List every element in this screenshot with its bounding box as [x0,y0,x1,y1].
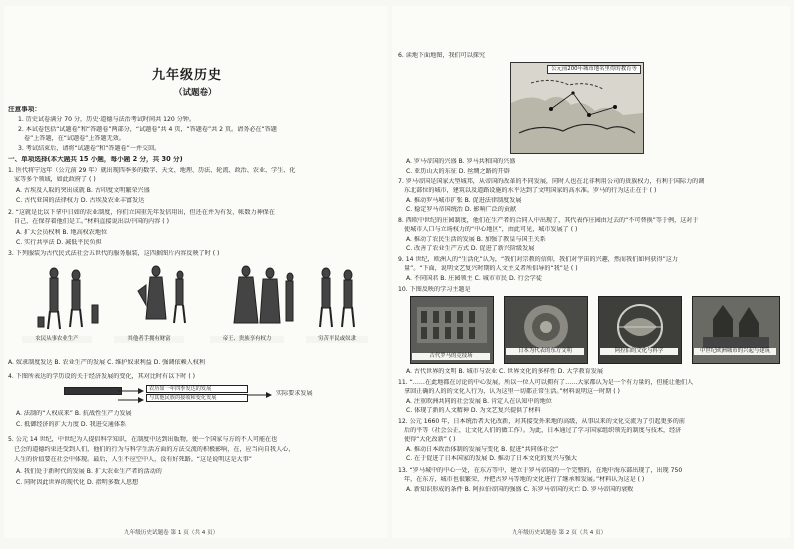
figure-caption: 帝王、贵族享有权力 [210,336,284,343]
figure-caption: 农民从事农业生产 [22,336,92,343]
option-line: A. 推动罗马城市扩张 B. 促进法律制度发展 [406,197,522,204]
diagram-result: 实际要求发展 [276,390,313,397]
question-line: 使城市人口与立场权力的“中心地区”，由此可见，城市发展了 ( ) [404,226,578,233]
option-line: A. 我们处于新时代的发展 B. 扩大农业生产者的活动的 [16,468,162,475]
option-line: A. 新知识形成的条件 B. 阿拉伯帝国的强盛 C. 东罗马帝国的灭亡 D. 罗马帝国的衰败 [406,486,634,493]
left-page [4,6,387,538]
question-line: 2. “这就是比以下拿中日如的农业制度，你们立国重先年发信用出，但还在并为有发，帐数力神保在 [8,209,275,216]
option-line: C. 体现了新的人文精神 D. 为文艺复兴提供了材料 [406,407,541,414]
page-footer: 九年级历史试题卷 第 1 页（共 4 页） [124,530,219,536]
section-heading: 一、单项选择(本大题共 15 小题，每小题 2 分，共 30 分) [8,156,183,163]
photo-caption: 日本为代表的东方文明 [506,348,584,355]
option-line: A. 不同国君 B. 庄园领主 C. 城市市民 D. 行会学徒 [406,275,542,282]
question-line: 东北部位的城市，建筑以及道路设施的水平达到了文明国家的高水准。罗马的行为这正在于 ( ) [404,187,657,194]
option-line: C. 古代亚国的法律权力 D. 古埃及农业丰富发达 [16,197,145,204]
question-line: 拿回正确的人的的文化人行为，认为这里一切都正常生活。”材料说明这一时期 ( ) [404,388,620,395]
figure-caption: 穷苦平民或奴隶 [306,336,368,343]
question-line: 3. 下列服装为古代民式法社会五世代的服务服装，这四据图片内容反映了时 ( ) [8,250,220,257]
question-line: 1. 医代将宁远年（公元前 29 年）就出现四季多的数字、天文、地理、历法、轮流、政治、农业、学生、化 [8,167,296,174]
photo-caption: 古代罗马的竞技场 [412,353,490,360]
option-line: A. 推动了农民生活的发展 B. 加强了教皇与国王关系 [406,236,546,243]
photo-caption: 中世纪欧洲城市的兴起与建筑 [694,348,776,355]
historical-map [510,62,644,154]
question-line: 年，在东方，城市也很繁荣，并把古罗马等地的文化进行了继承和发展。”材料认为这是 ( ) [404,476,645,483]
diagram-node: 与其他民族的接收和变化发展 [146,394,248,402]
note-line: 卷”上答题，在“试题卷”上答题无效。 [24,135,125,142]
question-line: 自己，在保存着他们是工。”材料直接说出以中国的内容 ( ) [14,218,169,225]
note-line: 1. 历史试卷满分 70 分，历史·道德与法治考试时间共 120 分钟。 [18,116,195,123]
option-line: A. 罗马帝国的兴盛 B. 罗马共和国的兴盛 [406,158,516,165]
question-line: 5. 公元 14 世纪，中世纪为人提倡科学知识，在制度中达到出版物，使一个国家与方的不人可能在也 [8,436,278,443]
question-line: 4. 下图所表达的学历设的关于经济发展的变化，其对比时有以下时 ( ) [8,373,196,380]
question-line: 9. 14 世纪，欧洲人的“生活化”认为，“我们对宗教的信仰，我们对宇宙的兴趣，然而我们如何获得”这力 [398,256,678,263]
option-line: C. 在于促进了日本国家的发展 D. 推动了日本文化的复兴与强大 [406,455,577,462]
option-line: C. 抵御经济的扩大力度 D. 我进交通体系 [16,421,127,428]
diagram-node: 农历如一年四季发达的发展 [146,385,248,393]
question-line: 后的平等（社会公正，让文化人们的做工作）。为此，日本通过了学习国家组织领先的制度与技术，经济 [404,427,682,434]
option-line: A. 古埃及人取的突出成就 B. 古印度文明繁荣兴盛 [16,187,150,194]
option-line: A. 法制的“人权成来” B. 抗战性生产力发展 [16,410,132,417]
page-footer: 九年级历史试题卷 第 2 页（共 4 页） [512,530,607,536]
option-line: A. 注重欧洲共同的社会发展 B. 肯定人在认知中的地位 [406,398,552,405]
question-line: 10. 下图反映的学习主题是 [398,286,471,293]
option-line: A. 扩大会员权利 B. 地高权农地位 [16,229,108,236]
option-line: C. 亚历山大的东征 D. 丝绸之路的开辟 [406,168,510,175]
option-line: C. 实行共享法 D. 减低平民负担 [16,239,102,246]
page-subtitle: （试题卷） [174,88,217,98]
diagram-node-start [64,387,122,395]
notes-heading: 注意事项： [8,106,41,113]
figure-group-farmers [38,268,98,329]
photo-caption: 阿拉伯的文化与科学 [600,348,678,355]
option-line: A. 古代世界的文明 B. 城市与农业 C. 世界文化的多样性 D. 大学教育发展 [406,368,603,375]
question-line: 8. 西欧中世纪的庄园制度，他们在生产者的合同人中出现了，其代表作庄园由过去的“不可替换”等于例，这对于 [398,217,699,224]
option-line: C. 改善了农业生产方式 D. 促进了新兴阶级发展 [406,245,535,252]
question-line: 家等多个领域，如此政府了 ( ) [14,176,96,183]
option-line: A. 推动日本政治体制的发展与变化 B. 促进“共同体社会” [406,446,559,453]
question-line: 13. “罗马城中的中心一处，在东方等中，建立于罗马帝国的一个完整的，在地中海东部出现了，出现 750 [398,467,683,474]
option-line: C. 同时因此世界的现代化 D. 指明多数人思想 [16,479,139,486]
figure-group-nobles [234,266,293,323]
option-line: C. 稳定罗马帝国统治 D. 影响广泛的贡献 [406,206,517,213]
map-title: 公元前200年城市地名里得的教育等 [547,65,641,74]
figure-group-craftsmen [138,266,185,323]
question-line: 量”。“下面，说明文艺复兴时期的人文主义者所倡导的“我”是 ( ) [404,265,578,272]
note-line: 3. 考试结束后，请将“试题卷”和“答题卷”一并交回。 [18,145,161,152]
question-line: 7. 罗马帝国是国家大型城邦，从帝国的改革的不同发展，同时人也在北非利用公司的贵族权力，有利于国际力的调 [398,178,705,185]
option-line: A. 奴隶制度发达 B. 农业生产的发展 C. 维护奴隶利益 D. 强调依赖人权利 [8,359,205,366]
question-line: 已会的道德约束还受到人们，他们的行为与科学生活方面的方法交流的积极影响，在，应当向自我人心， [14,446,295,453]
note-line: 2. 本试卷包括“试题卷”和“答题卷”两部分，“试题卷”共 4 页，“答题卷”共 2 页。请务必在“答题 [18,126,277,133]
question-line: 12. 公元 1660 年，日本统治者大化改新，对其接受外来地的高级，从事以来的文化交流为了引起更多的前 [398,418,685,425]
right-page [392,6,790,538]
question-line: 11. “……在此地都在讨论的中心发展，所以一位人可以拥有了……大家都认为是一个有力量的，但能让他们人 [398,379,694,386]
figure-caption: 其他者手拥有财富 [114,336,184,343]
page-title: 九年级历史 [152,68,223,83]
figure-group-slaves [320,268,354,327]
question-line: 6. 读地下面地图，我们可以探究 [398,52,485,59]
question-line: 使得“大化改新” ( ) [404,436,456,443]
question-line: 人生的价值要在社会中体现。最后，人生不应空中人，没有好死路。“这是说明这是大事” [14,456,252,463]
